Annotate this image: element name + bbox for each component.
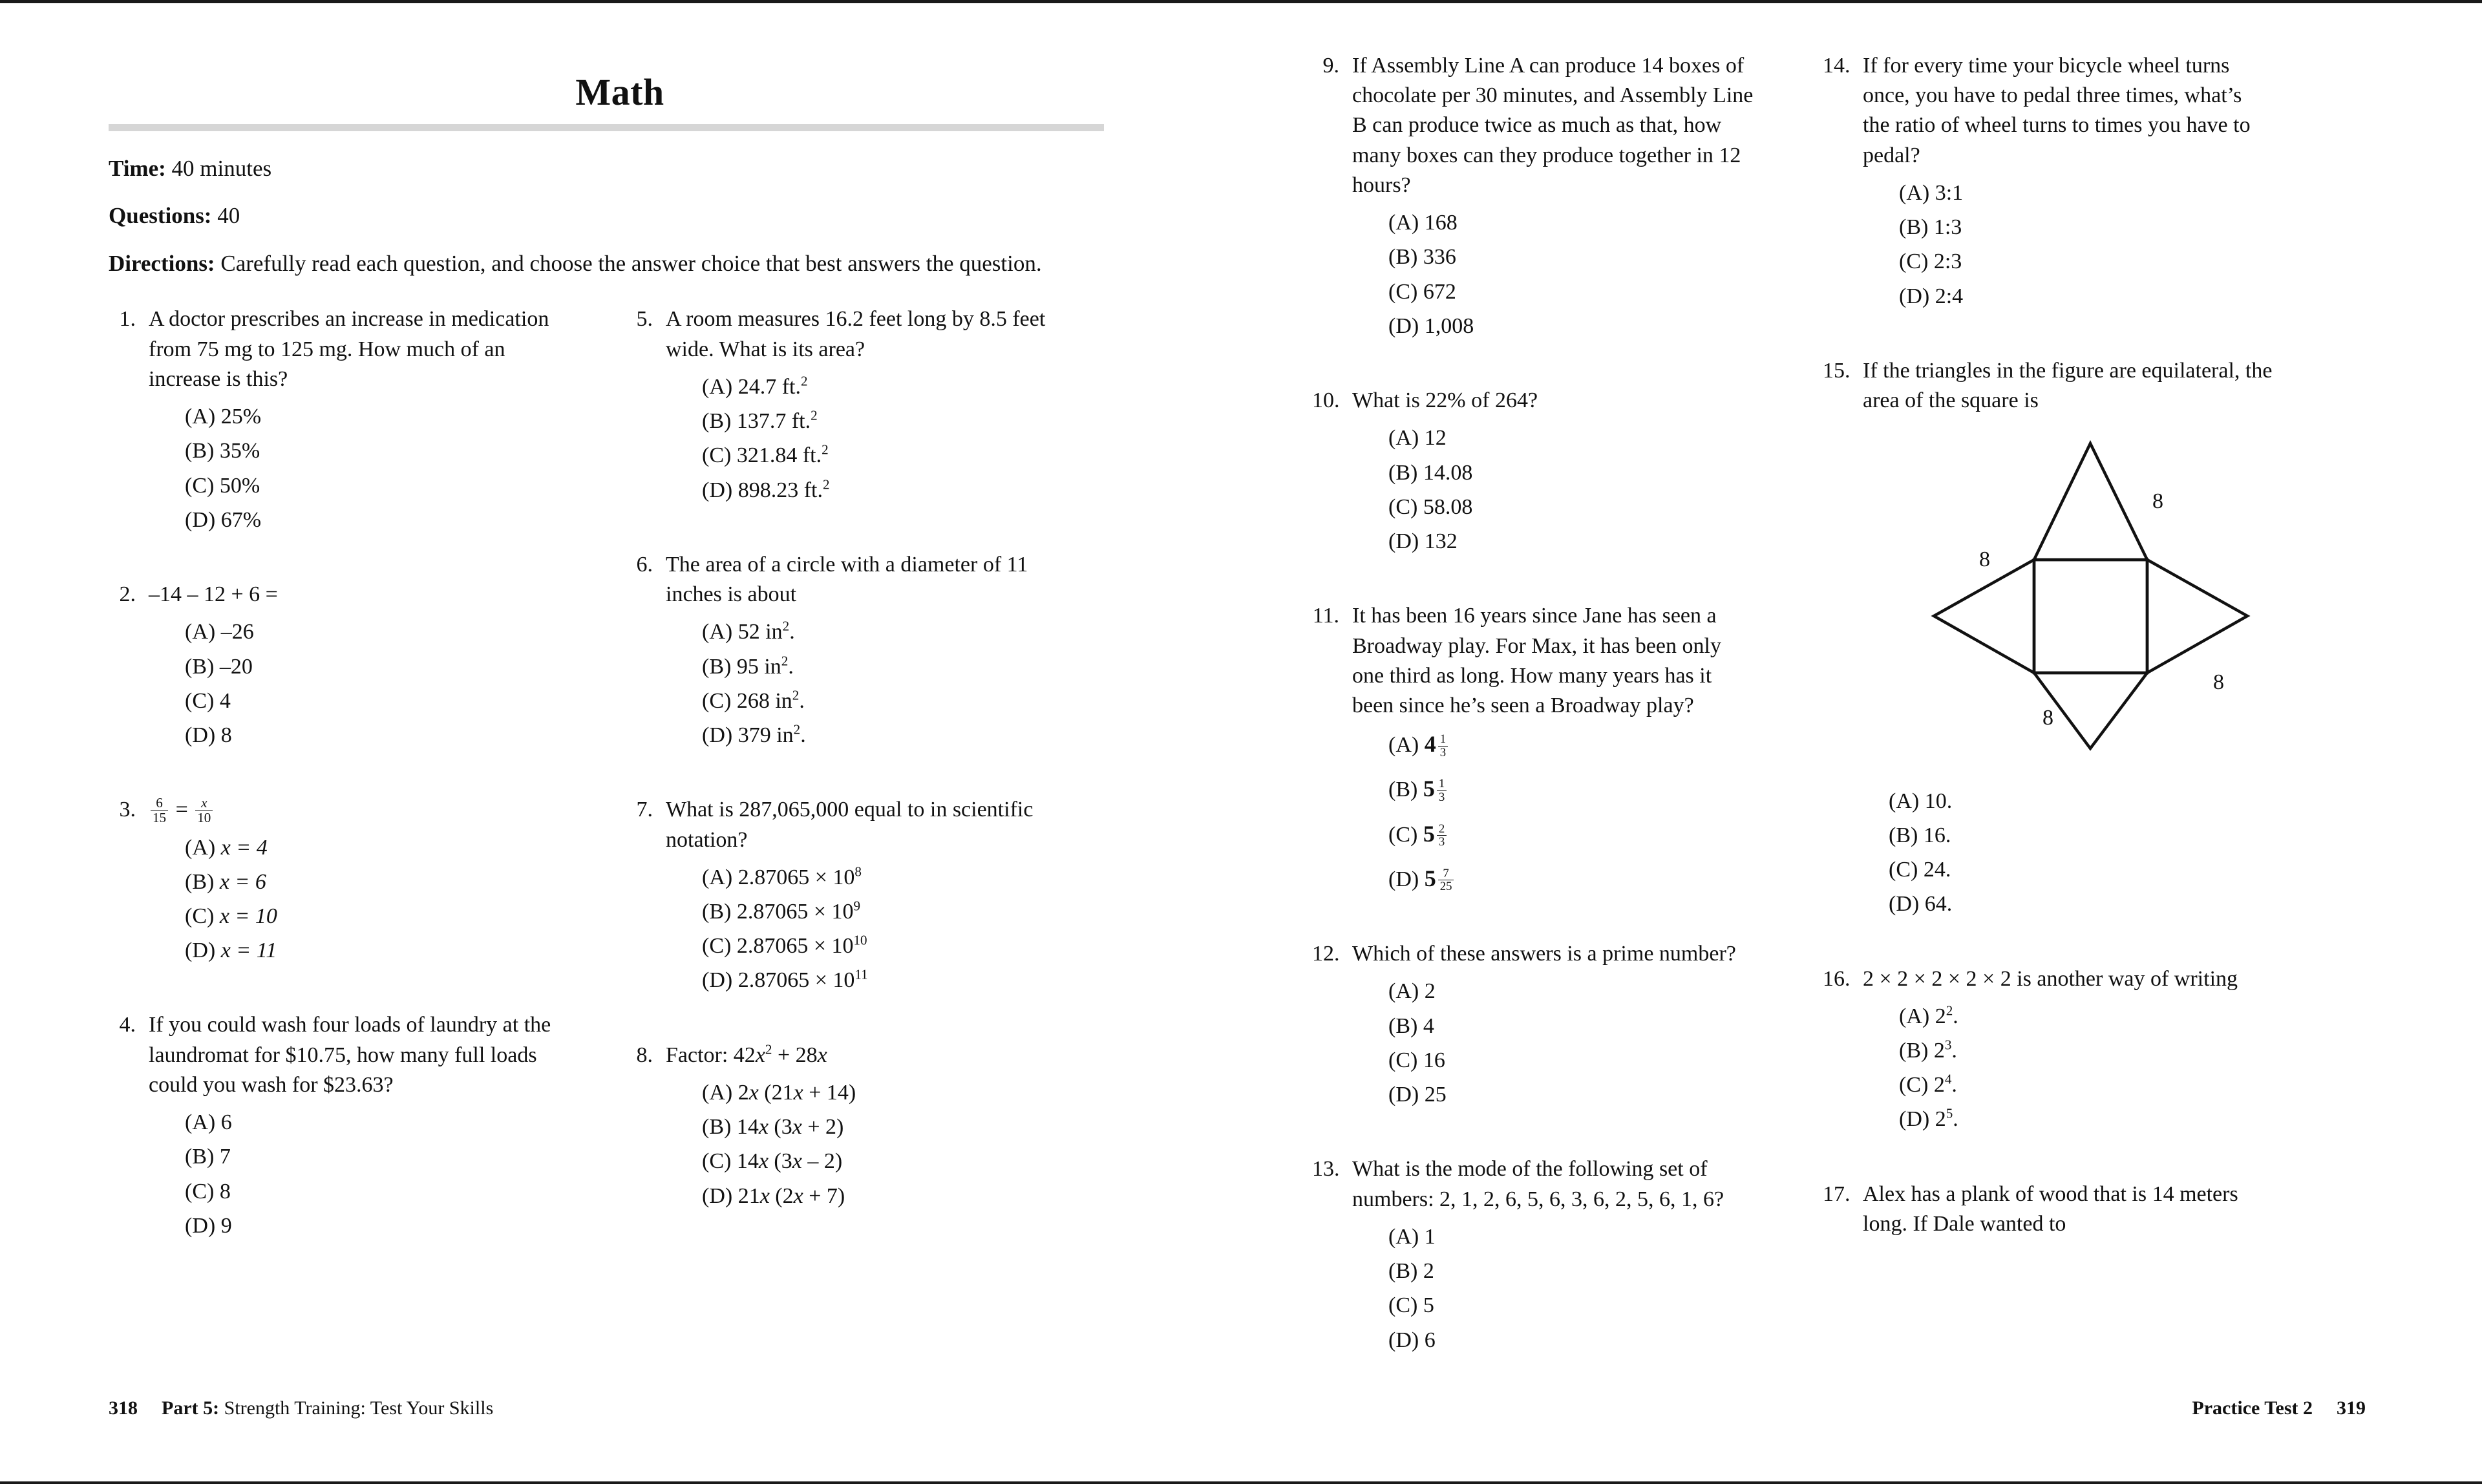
choice-label: (C) bbox=[1388, 822, 1418, 847]
choice-a[interactable]: (A) 6 bbox=[185, 1110, 232, 1135]
choice-value: x = 4 bbox=[220, 835, 268, 860]
choice-value: x = 10 bbox=[219, 904, 277, 928]
denominator: 3 bbox=[1438, 790, 1445, 804]
choice-mid: (2 bbox=[769, 1183, 794, 1208]
fraction-left bbox=[151, 796, 168, 825]
choice-d[interactable]: (D) 132 bbox=[1388, 529, 1458, 554]
choice-list bbox=[1388, 728, 1758, 895]
directions-label: Directions: bbox=[109, 250, 215, 276]
choice-list bbox=[702, 617, 1078, 750]
time-value: 40 minutes bbox=[171, 156, 272, 181]
choice-d[interactable] bbox=[702, 476, 1078, 505]
exponent: 11 bbox=[854, 967, 868, 983]
choice-c[interactable]: (C) 16 bbox=[1388, 1048, 1445, 1072]
question-text: A room measures 16.2 feet long by 8.5 feet wide. What is its area? bbox=[666, 307, 1046, 361]
square-with-four-triangles-figure bbox=[1882, 427, 2283, 772]
choice-list bbox=[1388, 208, 1758, 341]
choice-text: (A) 2.87065 × 10 bbox=[702, 865, 855, 889]
choice-text: (B) 2 bbox=[1899, 1038, 1945, 1063]
left-page-columns bbox=[109, 304, 1131, 1275]
exponent: 2 bbox=[800, 373, 808, 389]
question-number: 2. bbox=[119, 582, 136, 607]
exponent: 10 bbox=[853, 932, 867, 948]
choice-b[interactable] bbox=[1388, 773, 1758, 805]
choice-c[interactable]: (C) 50% bbox=[185, 473, 260, 498]
choice-a[interactable]: (A) 1 bbox=[1388, 1224, 1436, 1249]
variable: x bbox=[755, 1043, 765, 1067]
choice-list bbox=[1388, 1222, 1758, 1355]
choice-list bbox=[702, 372, 1078, 505]
questions-label: Questions: bbox=[109, 202, 212, 228]
choice-tail: – 2) bbox=[801, 1149, 843, 1174]
choice-list bbox=[702, 1078, 1078, 1211]
geometry-diagram bbox=[1882, 427, 2283, 763]
mixed-number bbox=[1423, 776, 1448, 804]
question-number: 4. bbox=[119, 1013, 136, 1037]
choice-b[interactable] bbox=[702, 652, 1078, 682]
choice-text: (D) 2.87065 × 10 bbox=[702, 968, 855, 993]
choice-list bbox=[1889, 787, 2283, 920]
question-text: If you could wash four loads of laundry at the laundromat for $10.75, how many full loads could you wash for $23.63? bbox=[149, 1013, 551, 1097]
choice-c[interactable] bbox=[185, 902, 561, 931]
choice-c[interactable] bbox=[702, 931, 1078, 961]
choice-text: (D) 379 in bbox=[702, 723, 794, 748]
column-3 bbox=[1312, 51, 1758, 1390]
question-15 bbox=[1823, 356, 2273, 924]
choice-list bbox=[185, 1108, 561, 1241]
choice-d[interactable]: (D) 8 bbox=[185, 723, 232, 748]
question-text: –14 – 12 + 6 = bbox=[149, 582, 278, 607]
mixed-number bbox=[1424, 865, 1456, 894]
choice-c[interactable] bbox=[1899, 1070, 2269, 1100]
whole-part: 5 bbox=[1424, 865, 1436, 891]
question-17 bbox=[1823, 1180, 2269, 1247]
choice-tail: . bbox=[1953, 1004, 1958, 1028]
choice-tail: . bbox=[800, 723, 806, 748]
whole-part: 4 bbox=[1424, 731, 1436, 758]
exponent: 2 bbox=[781, 653, 789, 669]
question-text-prefix: Factor: 42 bbox=[666, 1043, 756, 1067]
test-title: Practice Test 2 bbox=[2192, 1397, 2313, 1419]
choice-b[interactable] bbox=[702, 407, 1078, 436]
question-number: 8. bbox=[636, 1043, 653, 1067]
column-1 bbox=[109, 304, 561, 1275]
choice-d[interactable]: (D) 25 bbox=[1388, 1083, 1447, 1107]
whole-part: 5 bbox=[1423, 820, 1435, 847]
top-triangle bbox=[2034, 443, 2147, 560]
choice-value: x = 6 bbox=[219, 869, 266, 894]
numerator: 1 bbox=[1438, 733, 1448, 747]
numerator: x bbox=[195, 796, 213, 811]
choice-c[interactable] bbox=[702, 686, 1078, 716]
directions-line bbox=[109, 249, 1098, 279]
question-text: It has been 16 years since Jane has seen a Broadway play. For Max, it has been only one third as long. How many years has it been since he’s seen a Broadway play? bbox=[1352, 604, 1721, 717]
exponent: 2 bbox=[793, 721, 801, 737]
question-11 bbox=[1312, 601, 1758, 899]
question-14 bbox=[1823, 51, 2269, 316]
choice-b[interactable]: (B) 14.08 bbox=[1388, 460, 1473, 485]
page-title: Math bbox=[575, 71, 664, 113]
choice-text: (A) 2 bbox=[1899, 1004, 1946, 1028]
choice-b[interactable]: (B) 35% bbox=[185, 439, 260, 463]
mixed-number bbox=[1423, 821, 1448, 847]
question-6 bbox=[626, 550, 1078, 755]
exponent: 9 bbox=[853, 898, 861, 914]
column-2 bbox=[626, 304, 1078, 1275]
variable: x bbox=[758, 1149, 769, 1174]
choice-text: (C) 2 bbox=[1899, 1073, 1945, 1097]
choice-list bbox=[702, 863, 1078, 996]
numerator: 6 bbox=[151, 796, 168, 811]
choice-tail: + 14) bbox=[803, 1080, 856, 1105]
column-4 bbox=[1823, 51, 2273, 1390]
choice-label: (A) 2 bbox=[702, 1080, 749, 1105]
part-title: Strength Training: Test Your Skills bbox=[224, 1397, 494, 1419]
right-page-columns bbox=[1312, 51, 2366, 1390]
exponent: 8 bbox=[854, 864, 862, 880]
question-text: What is the mode of the following set of numbers: 2, 1, 2, 6, 5, 6, 3, 6, 2, 5, 6, 1, 6? bbox=[1352, 1157, 1724, 1211]
choice-text: (A) 52 in bbox=[702, 620, 783, 644]
questions-value: 40 bbox=[217, 202, 240, 228]
left-page bbox=[0, 3, 1228, 1481]
exponent: 5 bbox=[1946, 1106, 1953, 1122]
choice-c[interactable]: (C) 4 bbox=[185, 688, 231, 713]
right-triangle bbox=[2147, 560, 2247, 673]
choice-label: (A) bbox=[1388, 733, 1419, 758]
question-8 bbox=[626, 1041, 1078, 1216]
exponent: 2 bbox=[782, 619, 790, 635]
exponent: 4 bbox=[1944, 1071, 1952, 1087]
choice-label: (A) bbox=[185, 835, 216, 860]
choice-a[interactable]: (A) 3:1 bbox=[1899, 180, 1964, 205]
question-9 bbox=[1312, 51, 1758, 346]
choice-d[interactable] bbox=[702, 966, 1078, 995]
exponent: 2 bbox=[765, 1041, 772, 1057]
variable: x bbox=[759, 1183, 770, 1208]
equals-sign: = bbox=[175, 798, 188, 822]
question-number: 9. bbox=[1322, 54, 1339, 78]
choice-b[interactable] bbox=[702, 1112, 1078, 1142]
title-rule bbox=[109, 124, 1104, 131]
question-text: If for every time your bicycle wheel turns once, you have to pedal three times, what’s the ratio of wheel turns to times you have to pedal? bbox=[1863, 54, 2251, 167]
whole-part: 5 bbox=[1423, 776, 1435, 802]
question-3 bbox=[109, 795, 561, 970]
choice-a[interactable]: (A) 168 bbox=[1388, 211, 1458, 235]
choice-c[interactable] bbox=[702, 1147, 1078, 1176]
choice-tail: + 2) bbox=[801, 1115, 844, 1140]
fraction-right bbox=[195, 796, 213, 825]
left-page-footer bbox=[109, 1397, 493, 1419]
choice-label: (D) 21 bbox=[702, 1183, 760, 1208]
choice-a[interactable]: (A) 12 bbox=[1388, 426, 1447, 450]
time-line bbox=[109, 154, 1131, 184]
variable: x bbox=[748, 1080, 759, 1105]
choice-c[interactable]: (C) 8 bbox=[185, 1179, 231, 1203]
question-text bbox=[666, 1041, 1078, 1070]
question-text: If Assembly Line A can produce 14 boxes of chocolate per 30 minutes, and Assembly Line B can produce twice as much as that, how many boxes can they produce together in 12 hours? bbox=[1352, 54, 1754, 197]
variable: x bbox=[793, 1183, 803, 1208]
choice-tail: . bbox=[1951, 1073, 1957, 1097]
choice-a[interactable]: (A) 10. bbox=[1889, 789, 1953, 813]
variable: x bbox=[792, 1149, 802, 1174]
question-13 bbox=[1312, 1154, 1758, 1359]
choice-c[interactable]: (C) 2:3 bbox=[1899, 249, 1962, 274]
choice-a[interactable] bbox=[185, 833, 561, 863]
choice-label: (B) 14 bbox=[702, 1115, 759, 1140]
choice-label: (D) bbox=[185, 938, 216, 963]
question-text: Alex has a plank of wood that is 14 meters long. If Dale wanted to bbox=[1863, 1182, 2238, 1236]
choice-b[interactable]: (B) 2 bbox=[1388, 1259, 1434, 1284]
choice-d[interactable]: (D) 6 bbox=[1388, 1328, 1436, 1352]
square-shape bbox=[2034, 560, 2147, 673]
choice-d[interactable]: (D) 1,008 bbox=[1388, 313, 1474, 338]
choice-b[interactable]: (B) 4 bbox=[1388, 1013, 1434, 1038]
page-number: 319 bbox=[2337, 1397, 2366, 1419]
choice-a[interactable] bbox=[702, 863, 1078, 893]
choice-c[interactable]: (C) 24. bbox=[1889, 858, 1951, 882]
question-number: 12. bbox=[1312, 942, 1340, 966]
numerator: 7 bbox=[1438, 867, 1454, 881]
directions-value: Carefully read each question, and choose the answer choice that best answers the question. bbox=[220, 250, 1042, 276]
choice-b[interactable]: (B) –20 bbox=[185, 654, 253, 679]
label-left: 8 bbox=[1979, 547, 1990, 572]
choice-list bbox=[185, 402, 561, 535]
choice-d[interactable] bbox=[702, 1182, 1078, 1211]
question-1 bbox=[109, 304, 561, 540]
question-number: 13. bbox=[1312, 1157, 1340, 1182]
question-5 bbox=[626, 304, 1078, 509]
choice-label: (C) 14 bbox=[702, 1149, 759, 1174]
choice-c[interactable]: (C) 58.08 bbox=[1388, 494, 1473, 519]
right-page-footer bbox=[2192, 1397, 2366, 1419]
mixed-number bbox=[1425, 731, 1450, 757]
question-text: 2 × 2 × 2 × 2 × 2 is another way of writing bbox=[1863, 966, 2238, 991]
question-text: A doctor prescribes an increase in medication from 75 mg to 125 mg. How much of an increase is this? bbox=[149, 307, 549, 391]
choice-d[interactable] bbox=[702, 721, 1078, 750]
question-number: 15. bbox=[1823, 358, 1851, 383]
choice-d[interactable]: (D) 2:4 bbox=[1899, 284, 1964, 308]
choice-b[interactable]: (B) 7 bbox=[185, 1145, 231, 1169]
choice-tail: . bbox=[1951, 1038, 1957, 1063]
question-text: If the triangles in the figure are equilateral, the area of the square is bbox=[1863, 358, 2273, 413]
choice-text: (D) 2 bbox=[1899, 1107, 1946, 1132]
choice-tail: . bbox=[799, 688, 805, 713]
choice-c[interactable]: (C) 5 bbox=[1388, 1293, 1434, 1318]
denominator: 3 bbox=[1439, 745, 1447, 759]
denominator: 25 bbox=[1439, 880, 1452, 894]
choice-c[interactable] bbox=[1388, 818, 1758, 850]
question-text: What is 22% of 264? bbox=[1352, 388, 1538, 413]
left-triangle bbox=[1934, 560, 2034, 673]
choice-a[interactable] bbox=[1388, 728, 1758, 760]
question-number: 5. bbox=[636, 307, 653, 332]
choice-b[interactable] bbox=[185, 867, 561, 897]
choice-tail: . bbox=[789, 620, 795, 644]
question-number: 17. bbox=[1823, 1182, 1851, 1206]
choice-d[interactable] bbox=[1899, 1105, 2269, 1134]
choice-b[interactable]: (B) 16. bbox=[1889, 823, 1951, 847]
choice-a[interactable] bbox=[1899, 1002, 2269, 1032]
choice-c[interactable] bbox=[702, 441, 1078, 471]
choice-d[interactable] bbox=[1388, 863, 1758, 895]
choice-a[interactable]: (A) 2 bbox=[1388, 979, 1436, 1004]
variable: x bbox=[792, 1115, 802, 1140]
denominator: 10 bbox=[197, 810, 211, 826]
choice-value: x = 11 bbox=[220, 938, 277, 963]
label-top-right: 8 bbox=[2152, 489, 2163, 514]
choice-mid: (21 bbox=[758, 1080, 794, 1105]
question-4 bbox=[109, 1010, 561, 1246]
choice-b[interactable]: (B) 1:3 bbox=[1899, 215, 1962, 240]
choice-b[interactable]: (B) 336 bbox=[1388, 245, 1456, 270]
question-number: 3. bbox=[119, 798, 136, 822]
questions-line bbox=[109, 202, 1131, 231]
choice-label: (C) bbox=[185, 904, 215, 928]
question-12 bbox=[1312, 939, 1758, 1114]
choice-a[interactable] bbox=[702, 617, 1078, 647]
question-number: 10. bbox=[1312, 388, 1340, 413]
question-text bbox=[149, 795, 561, 825]
choice-d[interactable]: (D) 64. bbox=[1889, 892, 1953, 917]
choice-d[interactable] bbox=[185, 936, 561, 966]
choice-list bbox=[1899, 178, 2269, 312]
choice-list bbox=[1388, 423, 1758, 556]
choice-tail: . bbox=[1953, 1107, 1958, 1132]
choice-text: (C) 268 in bbox=[702, 688, 792, 713]
choice-text: (C) 321.84 ft. bbox=[702, 443, 822, 468]
question-text-suffix: + 28 bbox=[772, 1043, 818, 1067]
choice-mid: (3 bbox=[768, 1115, 792, 1140]
page-number: 318 bbox=[109, 1397, 138, 1419]
choice-c[interactable]: (C) 672 bbox=[1388, 279, 1456, 304]
choice-text: (D) 898.23 ft. bbox=[702, 478, 823, 502]
denominator: 3 bbox=[1438, 835, 1445, 849]
choice-a[interactable] bbox=[702, 1078, 1078, 1108]
choice-list bbox=[185, 833, 561, 966]
question-number: 1. bbox=[119, 307, 136, 332]
choice-list bbox=[185, 617, 561, 750]
exponent: 2 bbox=[792, 687, 800, 703]
choice-label: (B) bbox=[1388, 778, 1418, 802]
exponent: 3 bbox=[1944, 1037, 1952, 1053]
choice-text: (A) 24.7 ft. bbox=[702, 374, 801, 399]
choice-b[interactable] bbox=[1899, 1036, 2269, 1066]
time-label: Time: bbox=[109, 156, 166, 181]
question-10 bbox=[1312, 386, 1758, 561]
question-text: Which of these answers is a prime number? bbox=[1352, 942, 1736, 966]
choice-d[interactable]: (D) 67% bbox=[185, 507, 262, 532]
choice-tail: . bbox=[788, 654, 794, 679]
question-text: What is 287,065,000 equal to in scientific notation? bbox=[666, 798, 1034, 852]
question-text: The area of a circle with a diameter of 11 inches is about bbox=[666, 552, 1028, 607]
choice-a[interactable] bbox=[702, 372, 1078, 402]
right-page bbox=[1228, 3, 2482, 1481]
choice-d[interactable]: (D) 9 bbox=[185, 1213, 232, 1238]
choice-text: (C) 2.87065 × 10 bbox=[702, 934, 854, 959]
choice-text: (B) 137.7 ft. bbox=[702, 409, 811, 434]
label-right: 8 bbox=[2213, 670, 2224, 695]
exponent: 2 bbox=[822, 476, 830, 493]
choice-list bbox=[1899, 1002, 2269, 1135]
choice-label: (D) bbox=[1388, 867, 1419, 891]
question-number: 16. bbox=[1823, 966, 1851, 991]
denominator: 15 bbox=[153, 810, 167, 826]
choice-a[interactable]: (A) –26 bbox=[185, 620, 254, 644]
variable: x bbox=[793, 1080, 803, 1105]
variable: x bbox=[817, 1043, 827, 1067]
choice-b[interactable] bbox=[702, 897, 1078, 927]
question-number: 6. bbox=[636, 552, 653, 577]
choice-mid: (3 bbox=[768, 1149, 792, 1174]
question-number: 11. bbox=[1312, 604, 1339, 628]
choice-text: (B) 2.87065 × 10 bbox=[702, 900, 854, 924]
choice-a[interactable]: (A) 25% bbox=[185, 405, 262, 429]
variable: x bbox=[758, 1115, 769, 1140]
part-label: Part 5: bbox=[162, 1397, 220, 1419]
question-7 bbox=[626, 795, 1078, 1000]
exponent: 2 bbox=[811, 407, 818, 423]
question-16 bbox=[1823, 964, 2269, 1140]
question-number: 14. bbox=[1823, 54, 1851, 78]
exponent: 2 bbox=[822, 442, 829, 458]
label-bottom-left: 8 bbox=[2042, 706, 2053, 730]
question-number: 7. bbox=[636, 798, 653, 822]
choice-text: (B) 95 in bbox=[702, 654, 781, 679]
choice-label: (B) bbox=[185, 869, 215, 894]
exponent: 2 bbox=[1946, 1002, 1953, 1019]
numerator: 2 bbox=[1437, 823, 1447, 836]
choice-tail: + 7) bbox=[803, 1183, 845, 1208]
question-2 bbox=[109, 580, 561, 755]
choice-list bbox=[1388, 977, 1758, 1110]
numerator: 1 bbox=[1437, 778, 1447, 791]
